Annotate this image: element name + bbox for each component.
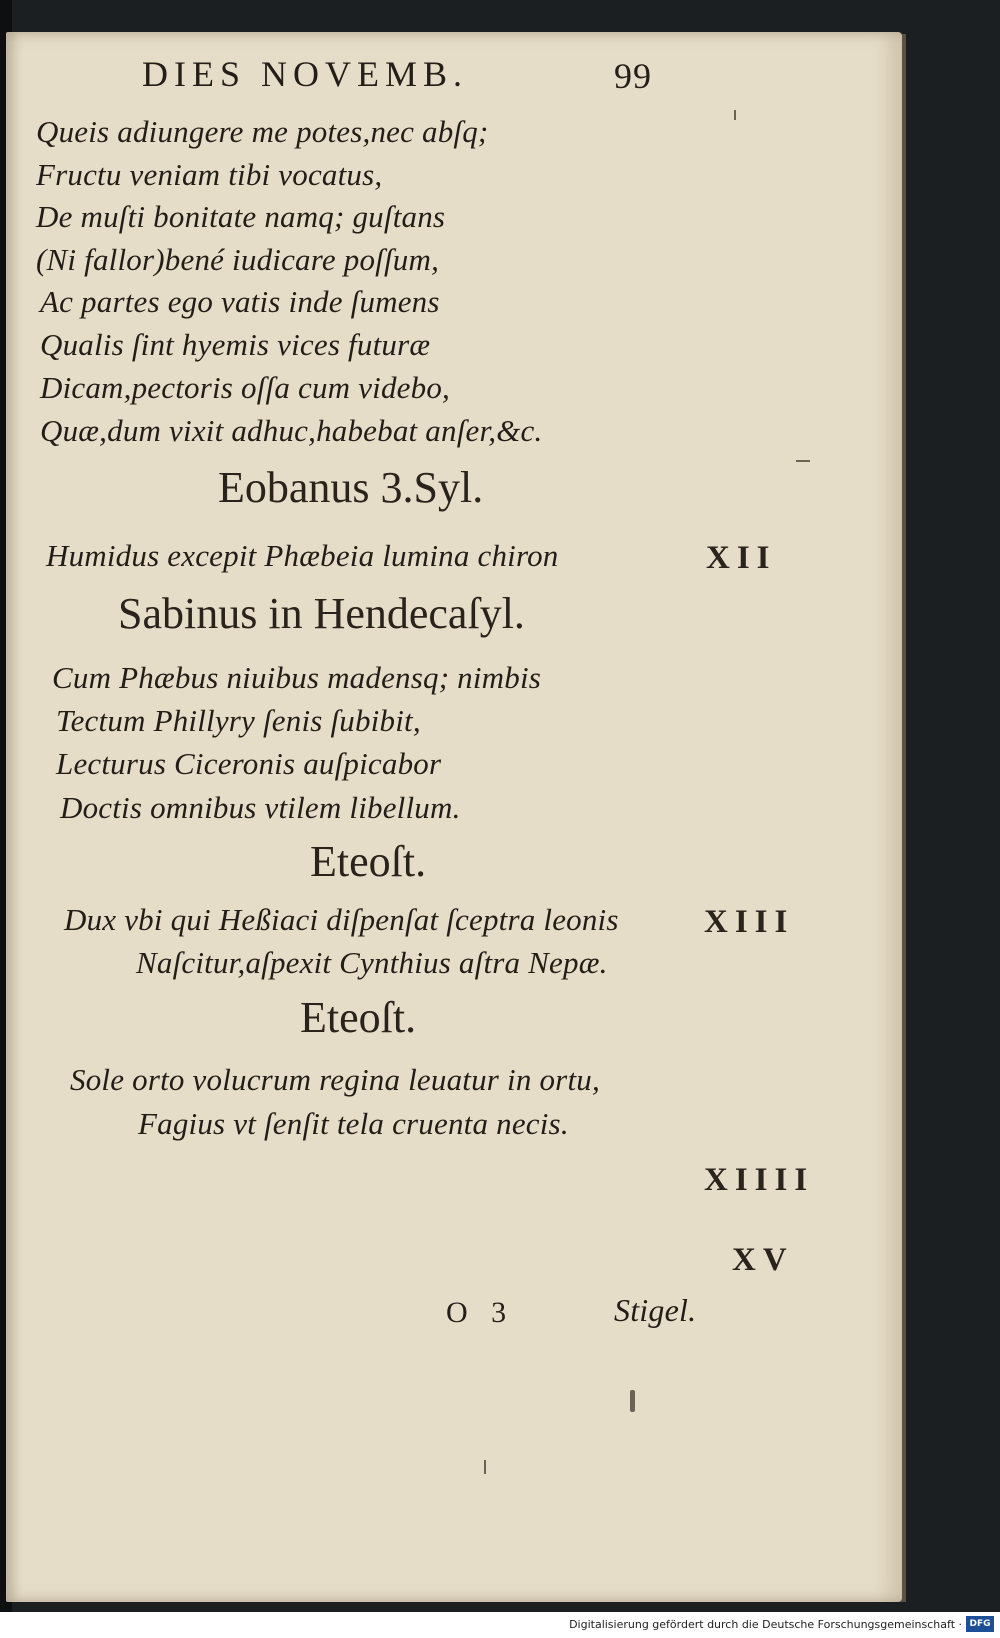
verse-line: Fagius vt ſenſit tela cruenta necis. [138, 1106, 569, 1141]
running-head: DIES NOVEMB. [142, 54, 469, 94]
verse-line: Queis adiungere me potes,nec abſq; [36, 114, 489, 149]
verse-line: Ac partes ego vatis inde ſumens [40, 284, 440, 319]
ink-speck [630, 1390, 635, 1412]
margin-date: XIII [704, 904, 795, 940]
verse-line: Dicam,pectoris oſſa cum videbo, [40, 370, 450, 405]
verse-line: De muſti bonitate namq; guſtans [36, 199, 446, 234]
section-heading: Eobanus 3.Syl. [218, 463, 484, 512]
section-heading: Eteoſt. [300, 993, 417, 1042]
verse-line: (Ni fallor)bené iudicare poſſum, [36, 242, 440, 277]
margin-date: XII [706, 540, 777, 576]
margin-date: XIIII [704, 1162, 815, 1198]
footer-credit-text: Digitalisierung gefördert durch die Deutsche Forschungsgemeinschaft · [569, 1618, 962, 1631]
verse-line: Doctis omnibus vtilem libellum. [60, 790, 461, 825]
page-number: 99 [614, 56, 652, 96]
verse-line: Fructu veniam tibi vocatus, [36, 157, 383, 192]
signature-mark: O 3 [446, 1296, 515, 1329]
verse-line: Qualis ſint hyemis vices futuræ [40, 327, 431, 362]
verse-line: Cum Phæbus niuibus madensq; nimbis [52, 660, 542, 695]
verse-line: Sole orto volucrum regina leuatur in ortu, [70, 1062, 600, 1097]
verse-line: Humidus excepit Phæbeia lumina chiron [46, 538, 559, 573]
dfg-logo: DFG [966, 1616, 994, 1632]
margin-date: XV [732, 1242, 794, 1278]
catchword: Stigel. [614, 1292, 697, 1328]
digitization-footer [0, 1612, 1000, 1638]
verse-line: Dux vbi qui Heßiaci diſpenſat ſceptra leonis [64, 902, 619, 937]
section-heading: Sabinus in Hendecaſyl. [118, 589, 525, 638]
ink-speck [484, 1460, 486, 1474]
verse-line: Tectum Phillyry ſenis ſubibit, [56, 703, 421, 738]
section-heading: Eteoſt. [310, 837, 427, 886]
book-page [6, 32, 902, 1602]
ink-speck [796, 460, 810, 462]
verse-line: Quæ,dum vixit adhuc,habebat anſer,&c. [40, 413, 543, 448]
ink-speck [734, 110, 736, 120]
verse-line: Naſcitur,aſpexit Cynthius aſtra Nepæ. [136, 945, 608, 980]
verse-line: Lecturus Ciceronis auſpicabor [56, 746, 442, 781]
